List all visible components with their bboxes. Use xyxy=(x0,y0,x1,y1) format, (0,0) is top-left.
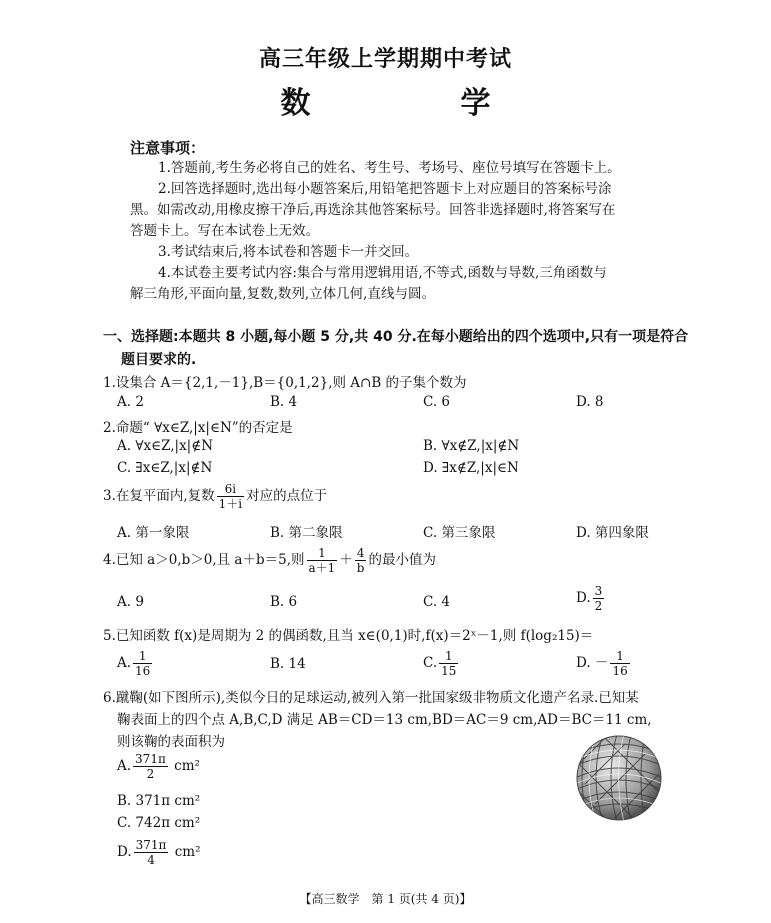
q5-option-b[interactable]: B. 14 xyxy=(270,656,306,672)
section-heading xyxy=(103,326,689,372)
q3-stem-pre: 3.在复平面内,复数 xyxy=(103,488,215,504)
q3-fraction xyxy=(217,482,244,511)
q4-optd-label: D. xyxy=(576,590,591,606)
q5-option-d[interactable] xyxy=(576,649,632,678)
q6-option-a[interactable] xyxy=(117,752,200,781)
q4-f2-den: b xyxy=(356,561,365,575)
notice-line-1: 1.答题前,考生务必将自己的姓名、考生号、考场号、座位号填写在答题卡上。 xyxy=(158,160,621,176)
q5-optd-fraction xyxy=(610,649,629,678)
q5-optc-label: C. xyxy=(423,655,438,671)
question-4-stem xyxy=(103,546,436,575)
question-3-stem xyxy=(103,482,327,511)
question-6-line-1: 6.蹴鞠(如下图所示),类似今日的足球运动,被列入第一批国家级非物质文化遗产名录.已知某 xyxy=(103,690,639,706)
q1-option-a[interactable]: A. 2 xyxy=(117,394,144,410)
q4-plus: ＋ xyxy=(339,552,353,568)
q6-option-d[interactable] xyxy=(117,838,201,867)
q2-option-d[interactable]: D. ∃x∉Z,|x|∈N xyxy=(423,460,519,476)
q4-stem-post: 的最小值为 xyxy=(368,552,436,568)
q6-optd-label: D. xyxy=(117,844,132,860)
section-line-1: 一、选择题:本题共 8 小题,每小题 5 分,共 40 分.在每小题给出的四个选项中,只有一项是符合 xyxy=(103,329,689,345)
q4-option-b[interactable]: B. 6 xyxy=(270,594,298,610)
q6-opta-unit: cm² xyxy=(174,758,200,774)
q4-stem-pre: 4.已知 a＞0,b＞0,且 a＋b＝5,则 xyxy=(103,552,305,568)
q3-stem-post: 对应的点位于 xyxy=(246,488,328,504)
notice-line-2: 2.回答选择题时,选出每小题答案后,用铅笔把答题卡上对应题目的答案标号涂 xyxy=(158,181,612,197)
question-6-line-3: 则该鞠的表面积为 xyxy=(117,734,225,750)
q5-option-a[interactable] xyxy=(117,649,154,678)
notice-line-6: 4.本试卷主要考试内容:集合与常用逻辑用语,不等式,函数与导数,三角函数与 xyxy=(158,265,607,281)
q4-f1-den: a＋1 xyxy=(308,561,336,575)
q4-optd-fraction xyxy=(593,584,605,613)
q5-optc-num: 1 xyxy=(439,649,458,664)
q1-option-d[interactable]: D. 8 xyxy=(576,394,604,410)
q6-option-c[interactable]: C. 742π cm² xyxy=(117,815,201,831)
q4-f2-num: 4 xyxy=(355,546,367,561)
q6-optd-den: 4 xyxy=(147,853,155,867)
question-5-stem: 5.已知函数 f(x)是周期为 2 的偶函数,且当 x∈(0,1)时,f(x)＝2ˣ－1,则 f(log₂15)＝ xyxy=(103,628,594,644)
cuju-ball-icon xyxy=(575,734,663,822)
q2-option-b[interactable]: B. ∀x∉Z,|x|∉N xyxy=(423,438,520,454)
q4-option-d[interactable] xyxy=(576,584,606,613)
q1-option-b[interactable]: B. 4 xyxy=(270,394,298,410)
q2-option-a[interactable]: A. ∀x∈Z,|x|∉N xyxy=(117,438,214,454)
q4-option-a[interactable]: A. 9 xyxy=(117,594,144,610)
q5-opta-num: 1 xyxy=(133,649,152,664)
q4-fraction-1 xyxy=(307,546,338,575)
q3-option-a[interactable]: A. 第一象限 xyxy=(117,525,190,541)
q6-option-b[interactable]: B. 371π cm² xyxy=(117,793,201,809)
q5-opta-fraction xyxy=(133,649,152,678)
notice-line-3: 黑。如需改动,用橡皮擦干净后,再选涂其他答案标号。回答非选择题时,将答案写在 xyxy=(130,202,616,218)
q4-f1-num: 1 xyxy=(307,546,338,561)
q4-optd-num: 3 xyxy=(594,584,603,598)
q5-optd-den: 16 xyxy=(612,664,628,678)
q2-option-c[interactable]: C. ∃x∈Z,|x|∉N xyxy=(117,460,213,476)
subject-title: 数 学 xyxy=(280,86,551,121)
q3-frac-num: 6i xyxy=(217,482,244,497)
section-line-2: 题目要求的. xyxy=(121,352,197,368)
q4-fraction-2 xyxy=(355,546,367,575)
q6-opta-fraction xyxy=(133,752,168,781)
q4-optd-den: 2 xyxy=(594,599,603,613)
q5-option-c[interactable] xyxy=(423,649,460,678)
q6-opta-label: A. xyxy=(117,758,132,774)
q4-option-c[interactable]: C. 4 xyxy=(423,594,451,610)
q5-optd-num: 1 xyxy=(610,649,629,664)
q5-opta-label: A. xyxy=(117,655,132,671)
q3-option-c[interactable]: C. 第三象限 xyxy=(423,525,496,541)
notice-line-7: 解三角形,平面向量,复数,数列,立体几何,直线与圆。 xyxy=(130,286,435,302)
q3-option-d[interactable]: D. 第四象限 xyxy=(576,525,649,541)
q3-frac-den: 1＋i xyxy=(218,497,243,511)
q5-optc-fraction xyxy=(439,649,458,678)
q3-option-b[interactable]: B. 第二象限 xyxy=(270,525,343,541)
q6-opta-num: 371π xyxy=(135,752,166,766)
question-1-stem: 1.设集合 A＝{2,1,－1},B＝{0,1,2},则 A∩B 的子集个数为 xyxy=(103,375,467,391)
q5-opta-den: 16 xyxy=(135,664,151,678)
notice-heading: 注意事项： xyxy=(130,139,206,157)
q6-optd-num: 371π xyxy=(135,838,167,852)
q6-optd-unit: cm² xyxy=(174,844,201,860)
notice-line-4: 答题卡上。写在本试卷上无效。 xyxy=(130,223,319,239)
question-2-stem: 2.命题“ ∀x∈Z,|x|∈N”的否定是 xyxy=(103,420,293,436)
q5-optd-label: D. － xyxy=(576,655,609,671)
exam-title: 高三年级上学期期中考试 xyxy=(258,47,512,72)
q5-optc-den: 15 xyxy=(441,664,457,678)
q6-opta-den: 2 xyxy=(146,767,155,781)
notice-line-5: 3.考试结束后,将本试卷和答题卡一并交回。 xyxy=(158,244,419,260)
question-6-line-2: 鞠表面上的四个点 A,B,C,D 满足 AB＝CD＝13 cm,BD＝AC＝9 cm,AD＝BC＝11 cm, xyxy=(117,712,652,728)
q6-optd-fraction xyxy=(134,838,169,867)
q1-option-c[interactable]: C. 6 xyxy=(423,394,451,410)
page-footer: 【高三数学 第 1 页(共 4 页)】 xyxy=(299,892,472,906)
